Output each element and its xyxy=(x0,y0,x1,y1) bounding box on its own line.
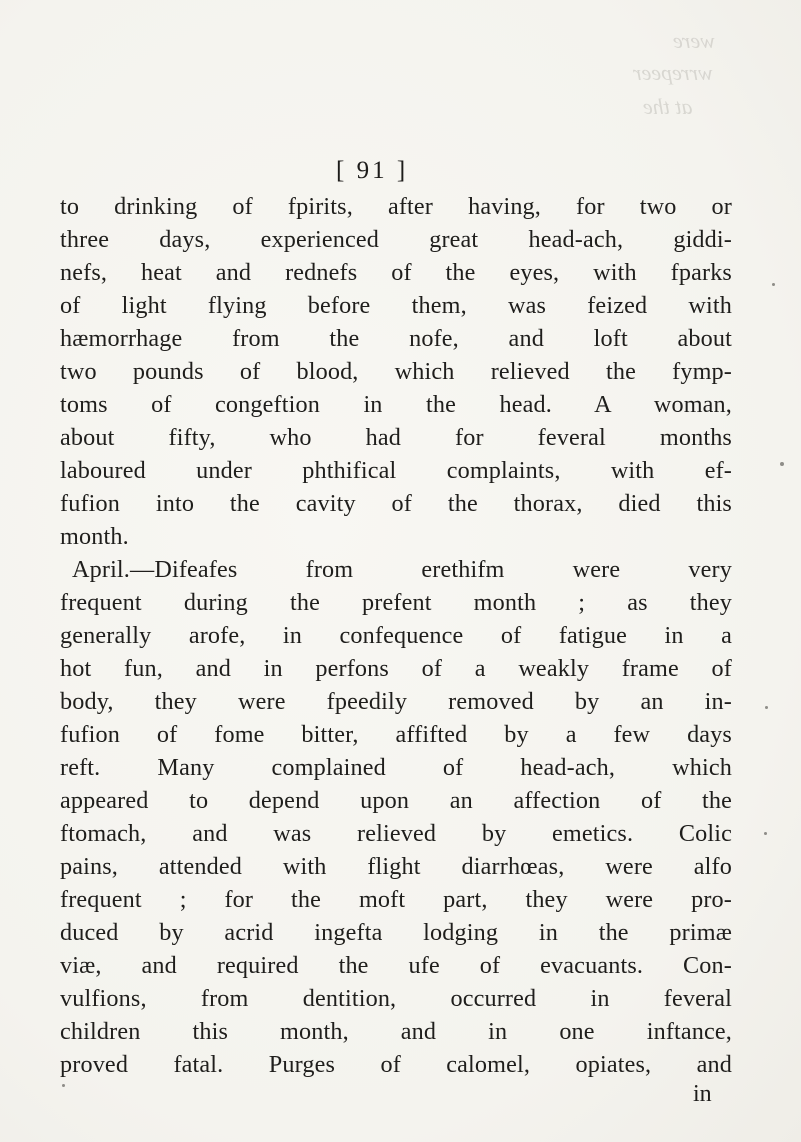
paper-speck xyxy=(764,832,767,835)
text-line: children this month, and in one inftance, xyxy=(60,1018,732,1045)
text-line: to drinking of fpirits, after having, for two or xyxy=(60,193,732,220)
paper-speck xyxy=(772,283,775,286)
text-line: body, they were fpeedily removed by an in- xyxy=(60,688,732,715)
text-line: reft. Many complained of head-ach, which xyxy=(60,754,732,781)
text-line: fufion into the cavity of the thorax, died this xyxy=(60,490,732,517)
text-line: frequent during the prefent month ; as they xyxy=(60,589,732,616)
text-line: laboured under phthifical complaints, with ef- xyxy=(60,457,732,484)
text-line: generally arofe, in confequence of fatigue in a xyxy=(60,622,732,649)
text-line: proved fatal. Purges of calomel, opiates, and xyxy=(60,1051,732,1078)
paper-speck xyxy=(765,706,768,709)
text-line: three days, experienced great head-ach, giddi- xyxy=(60,226,732,253)
text-line: pains, attended with flight diarrhœas, were alfo xyxy=(60,853,732,880)
text-line: vulfions, from dentition, occurred in feveral xyxy=(60,985,732,1012)
text-line: viæ, and required the ufe of evacuants. Con- xyxy=(60,952,732,979)
paper-speck xyxy=(780,462,784,466)
text-line: duced by acrid ingefta lodging in the primæ xyxy=(60,919,732,946)
text-line: month. xyxy=(60,523,129,550)
text-line: nefs, heat and rednefs of the eyes, with fparks xyxy=(60,259,732,286)
text-line: fufion of fome bitter, affifted by a few days xyxy=(60,721,732,748)
paragraph-start-line: April.—Difeafes from erethifm were very xyxy=(72,556,732,583)
text-line: two pounds of blood, which relieved the fymp- xyxy=(60,358,732,385)
page-number: [ 91 ] xyxy=(336,157,409,184)
text-line: appeared to depend upon an affection of the xyxy=(60,787,732,814)
text-line: frequent ; for the moft part, they were pro- xyxy=(60,886,732,913)
text-line: hot fun, and in perfons of a weakly frame of xyxy=(60,655,732,682)
bleed-through-text: were wrrepeer at the xyxy=(633,28,715,119)
text-line: toms of congeftion in the head. A woman, xyxy=(60,391,732,418)
text-line: ftomach, and was relieved by emetics. Colic xyxy=(60,820,732,847)
text-line: hæmorrhage from the nofe, and loft about xyxy=(60,325,732,352)
body-text xyxy=(60,190,732,1081)
text-line: of light flying before them, was feized with xyxy=(60,292,732,319)
text-line: about fifty, who had for feveral months xyxy=(60,424,732,451)
paper-speck xyxy=(62,1084,65,1087)
catchword: in xyxy=(693,1081,712,1107)
